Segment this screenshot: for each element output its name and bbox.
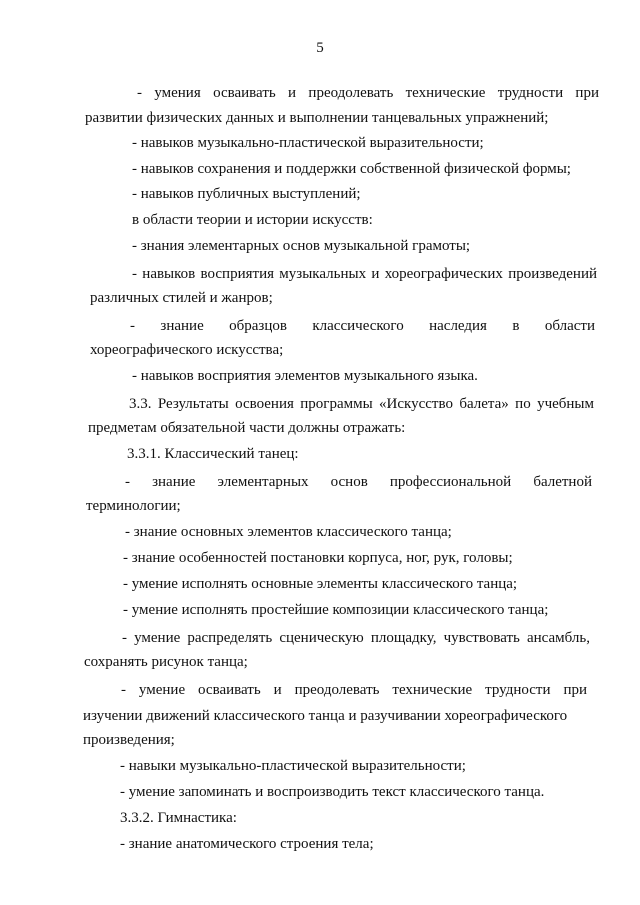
text-line: - умение осваивать и преодолевать технические трудности при [121, 682, 587, 698]
section-heading: 3.3.1. Классический танец: [127, 446, 299, 462]
text-line: - навыков восприятия музыкальных и хореографических произведений [132, 266, 597, 282]
text-line: хореографического искусства; [90, 342, 284, 358]
text-line: - знания элементарных основ музыкальной грамоты; [132, 238, 471, 254]
text-line: - знание особенностей постановки корпуса, ног, рук, головы; [123, 550, 513, 566]
text-line: - умение распределять сценическую площадку, чувствовать ансамбль, [122, 630, 590, 646]
text-line: - умения осваивать и преодолевать технические трудности при [137, 85, 599, 101]
section-heading: в области теории и истории искусств: [132, 212, 373, 228]
text-line: - умение запоминать и воспроизводить текст классического танца. [120, 784, 545, 800]
text-line: - знание элементарных основ профессиональной балетной [125, 474, 592, 490]
text-line: - знание образцов классического наследия в области [130, 318, 595, 334]
text-line: - навыки музыкально-пластической выразительности; [120, 758, 466, 774]
text-line: - умение исполнять простейшие композиции классического танца; [123, 602, 549, 618]
text-line: - умение исполнять основные элементы классического танца; [123, 576, 518, 592]
text-line: - навыков сохранения и поддержки собственной физической формы; [132, 161, 571, 177]
text-line: изучении движений классического танца и разучивании хореографического [83, 708, 568, 724]
text-line: - навыков восприятия элементов музыкального языка. [132, 368, 478, 384]
text-line: произведения; [83, 732, 175, 748]
text-line: - знание основных элементов классического танца; [125, 524, 452, 540]
text-line: - навыков публичных выступлений; [132, 186, 361, 202]
text-line: - навыков музыкально-пластической выразительности; [132, 135, 484, 151]
text-line: сохранять рисунок танца; [84, 654, 248, 670]
text-line: предметам обязательной части должны отражать: [88, 420, 406, 436]
text-line: - знание анатомического строения тела; [120, 836, 374, 852]
text-line: развитии физических данных и выполнении танцевальных упражнений; [85, 110, 549, 126]
text-line: терминологии; [86, 498, 181, 514]
text-line: различных стилей и жанров; [90, 290, 273, 306]
section-heading: 3.3.2. Гимнастика: [120, 810, 237, 826]
section-heading: 3.3. Результаты освоения программы «Искусство балета» по учебным [129, 396, 594, 412]
page-number: 5 [316, 40, 324, 56]
